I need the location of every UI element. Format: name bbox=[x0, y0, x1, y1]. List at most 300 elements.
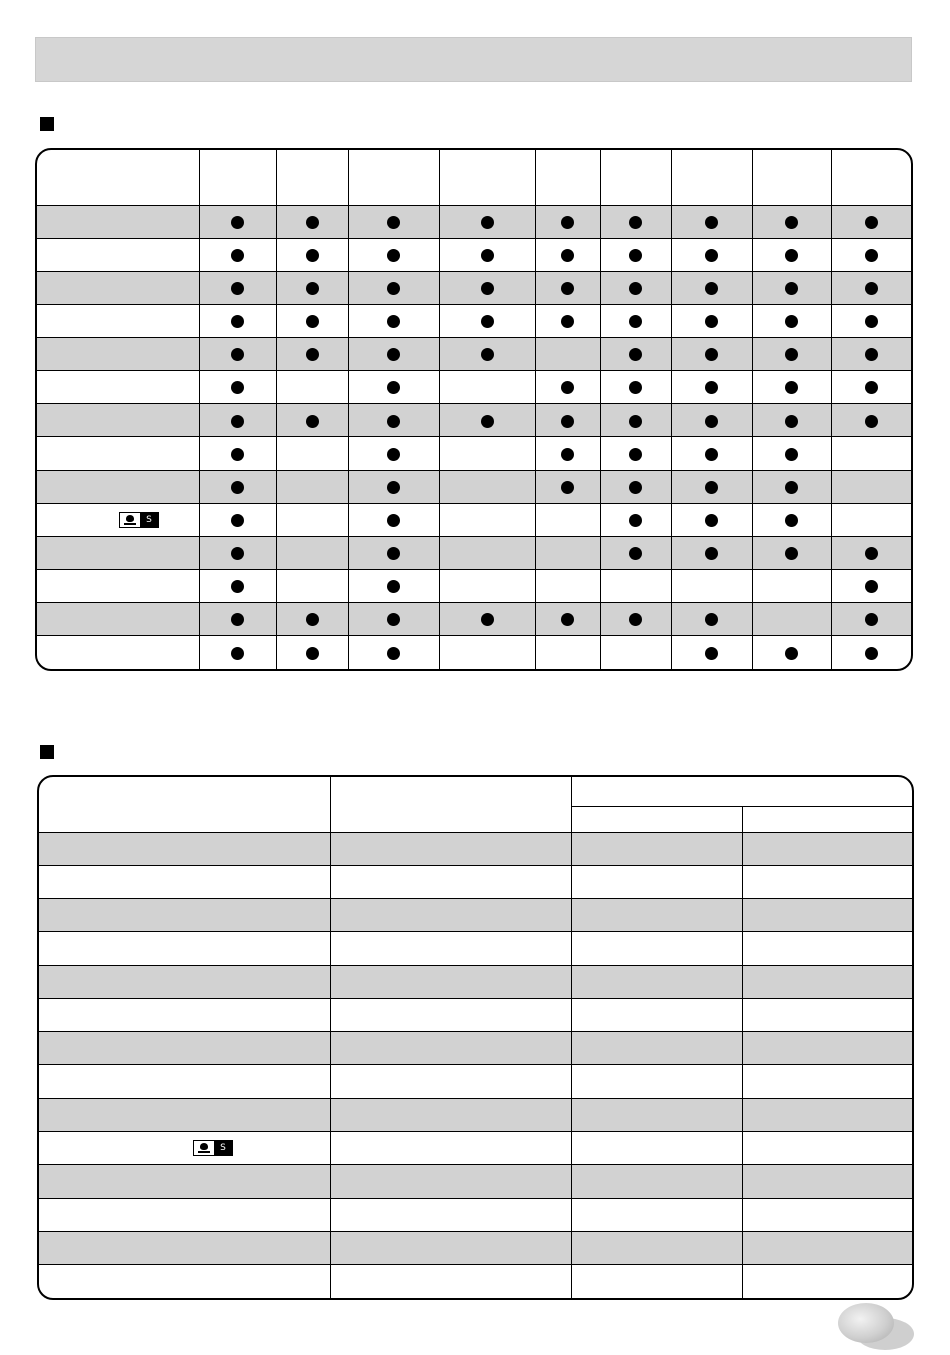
feature-cell bbox=[600, 238, 671, 271]
feature-cell bbox=[671, 238, 752, 271]
filled-dot-icon bbox=[865, 315, 878, 328]
filled-dot-icon bbox=[785, 448, 798, 461]
spec-cell bbox=[330, 832, 571, 865]
filled-dot-icon bbox=[231, 381, 244, 394]
filled-dot-icon bbox=[231, 481, 244, 494]
filled-dot-icon bbox=[231, 613, 244, 626]
feature-table-header-row bbox=[37, 150, 911, 205]
feature-cell bbox=[831, 304, 911, 337]
feature-cell bbox=[535, 636, 600, 669]
filled-dot-icon bbox=[306, 249, 319, 262]
feature-cell bbox=[348, 371, 439, 404]
feature-cell bbox=[831, 570, 911, 603]
spec-table-row bbox=[39, 865, 912, 898]
feature-cell bbox=[276, 304, 348, 337]
feature-cell bbox=[831, 205, 911, 238]
feature-cell bbox=[276, 404, 348, 437]
filled-dot-icon bbox=[387, 315, 400, 328]
feature-cell bbox=[199, 437, 276, 470]
feature-cell bbox=[348, 536, 439, 569]
feature-cell bbox=[671, 570, 752, 603]
feature-row-label bbox=[37, 503, 199, 536]
feature-cell bbox=[199, 570, 276, 603]
feature-cell bbox=[535, 470, 600, 503]
spec-cell bbox=[742, 1065, 912, 1098]
filled-dot-icon bbox=[231, 647, 244, 660]
spec-row-label bbox=[39, 965, 330, 998]
spec-table-row bbox=[39, 932, 912, 965]
filled-dot-icon bbox=[865, 580, 878, 593]
filled-dot-icon bbox=[629, 315, 642, 328]
feature-cell bbox=[671, 404, 752, 437]
filled-dot-icon bbox=[705, 249, 718, 262]
spec-subheader-col bbox=[571, 806, 742, 832]
spec-cell bbox=[571, 1231, 742, 1264]
feature-row-label bbox=[37, 304, 199, 337]
spec-cell bbox=[330, 1165, 571, 1198]
filled-dot-icon bbox=[629, 514, 642, 527]
filled-dot-icon bbox=[785, 547, 798, 560]
filled-dot-icon bbox=[387, 348, 400, 361]
filled-dot-icon bbox=[481, 249, 494, 262]
feature-cell bbox=[600, 205, 671, 238]
feature-cell bbox=[439, 404, 535, 437]
feature-table-row bbox=[37, 503, 911, 536]
spec-cell bbox=[330, 1132, 571, 1165]
filled-dot-icon bbox=[785, 647, 798, 660]
filled-dot-icon bbox=[865, 282, 878, 295]
feature-cell bbox=[831, 603, 911, 636]
filled-dot-icon bbox=[705, 448, 718, 461]
feature-table-row bbox=[37, 603, 911, 636]
feature-cell bbox=[348, 503, 439, 536]
feature-row-label bbox=[37, 470, 199, 503]
filled-dot-icon bbox=[629, 348, 642, 361]
page-number-badge bbox=[838, 1303, 894, 1343]
feature-cell bbox=[671, 503, 752, 536]
feature-cell bbox=[535, 238, 600, 271]
feature-row-label bbox=[37, 205, 199, 238]
feature-cell bbox=[199, 205, 276, 238]
spec-table-row bbox=[39, 965, 912, 998]
filled-dot-icon bbox=[561, 448, 574, 461]
feature-cell bbox=[348, 271, 439, 304]
filled-dot-icon bbox=[785, 348, 798, 361]
section-marker-2 bbox=[40, 745, 54, 759]
feature-cell bbox=[535, 437, 600, 470]
feature-cell bbox=[831, 437, 911, 470]
spec-table-header-row bbox=[39, 777, 912, 806]
feature-cell bbox=[439, 636, 535, 669]
filled-dot-icon bbox=[865, 249, 878, 262]
filled-dot-icon bbox=[387, 381, 400, 394]
spec-subheader-col bbox=[742, 806, 912, 832]
feature-cell bbox=[199, 536, 276, 569]
feature-row-label bbox=[37, 238, 199, 271]
feature-table-row bbox=[37, 536, 911, 569]
filled-dot-icon bbox=[705, 381, 718, 394]
feature-cell bbox=[831, 470, 911, 503]
filled-dot-icon bbox=[785, 514, 798, 527]
spec-cell bbox=[330, 998, 571, 1031]
feature-cell bbox=[348, 603, 439, 636]
feature-cell bbox=[199, 271, 276, 304]
page-header-bar bbox=[35, 37, 912, 82]
spec-cell bbox=[571, 832, 742, 865]
filled-dot-icon bbox=[387, 613, 400, 626]
spec-table-row bbox=[39, 1065, 912, 1098]
feature-cell bbox=[752, 205, 831, 238]
feature-cell bbox=[752, 238, 831, 271]
feature-cell bbox=[831, 338, 911, 371]
feature-header-col bbox=[671, 150, 752, 205]
spec-cell bbox=[742, 899, 912, 932]
feature-cell bbox=[439, 603, 535, 636]
filled-dot-icon bbox=[561, 613, 574, 626]
feature-cell bbox=[535, 271, 600, 304]
filled-dot-icon bbox=[629, 381, 642, 394]
feature-cell bbox=[199, 404, 276, 437]
feature-row-label bbox=[37, 271, 199, 304]
spec-cell bbox=[742, 865, 912, 898]
spec-row-label bbox=[39, 1198, 330, 1231]
spec-table-row bbox=[39, 1265, 912, 1298]
feature-row-label bbox=[37, 536, 199, 569]
spec-table-row bbox=[39, 1165, 912, 1198]
feature-cell bbox=[600, 503, 671, 536]
feature-cell bbox=[199, 338, 276, 371]
spec-cell bbox=[571, 1265, 742, 1298]
feature-table-row bbox=[37, 437, 911, 470]
filled-dot-icon bbox=[306, 647, 319, 660]
feature-cell bbox=[831, 271, 911, 304]
spec-cell bbox=[571, 1132, 742, 1165]
feature-cell bbox=[600, 470, 671, 503]
filled-dot-icon bbox=[705, 647, 718, 660]
feature-cell bbox=[752, 536, 831, 569]
spec-table-row bbox=[39, 1132, 912, 1165]
filled-dot-icon bbox=[306, 415, 319, 428]
filled-dot-icon bbox=[481, 613, 494, 626]
certification-logo-icon: S bbox=[193, 1140, 233, 1156]
filled-dot-icon bbox=[865, 381, 878, 394]
spec-cell bbox=[571, 1165, 742, 1198]
spec-cell bbox=[330, 1265, 571, 1298]
feature-cell bbox=[348, 338, 439, 371]
spec-row-label bbox=[39, 1265, 330, 1298]
spec-cell bbox=[330, 965, 571, 998]
spec-row-label bbox=[39, 1065, 330, 1098]
feature-cell bbox=[671, 536, 752, 569]
feature-cell bbox=[348, 570, 439, 603]
feature-cell bbox=[831, 404, 911, 437]
filled-dot-icon bbox=[231, 514, 244, 527]
feature-table-row bbox=[37, 205, 911, 238]
feature-table-row bbox=[37, 338, 911, 371]
feature-cell bbox=[276, 570, 348, 603]
spec-cell bbox=[571, 1032, 742, 1065]
filled-dot-icon bbox=[865, 547, 878, 560]
feature-table bbox=[35, 148, 913, 671]
feature-cell bbox=[199, 238, 276, 271]
feature-cell bbox=[831, 636, 911, 669]
filled-dot-icon bbox=[481, 315, 494, 328]
feature-table-row bbox=[37, 570, 911, 603]
spec-cell bbox=[742, 1265, 912, 1298]
feature-cell bbox=[752, 503, 831, 536]
spec-row-label bbox=[39, 832, 330, 865]
feature-row-label bbox=[37, 404, 199, 437]
spec-header-value bbox=[330, 777, 571, 832]
spec-table-row bbox=[39, 1198, 912, 1231]
feature-cell bbox=[752, 371, 831, 404]
feature-cell bbox=[752, 404, 831, 437]
filled-dot-icon bbox=[561, 249, 574, 262]
feature-table-row bbox=[37, 371, 911, 404]
spec-cell bbox=[330, 1198, 571, 1231]
feature-cell bbox=[535, 603, 600, 636]
filled-dot-icon bbox=[231, 216, 244, 229]
feature-cell bbox=[671, 603, 752, 636]
feature-cell bbox=[535, 205, 600, 238]
feature-cell bbox=[831, 371, 911, 404]
filled-dot-icon bbox=[387, 481, 400, 494]
spec-table bbox=[37, 775, 914, 1300]
spec-cell bbox=[330, 1231, 571, 1264]
feature-cell bbox=[600, 304, 671, 337]
spec-table-row bbox=[39, 1231, 912, 1264]
filled-dot-icon bbox=[387, 282, 400, 295]
feature-cell bbox=[535, 536, 600, 569]
feature-cell bbox=[439, 371, 535, 404]
feature-cell bbox=[831, 536, 911, 569]
feature-cell bbox=[199, 470, 276, 503]
filled-dot-icon bbox=[561, 216, 574, 229]
feature-cell bbox=[671, 304, 752, 337]
feature-cell bbox=[276, 470, 348, 503]
section-marker-1 bbox=[40, 117, 54, 131]
spec-cell bbox=[330, 1065, 571, 1098]
feature-cell bbox=[439, 271, 535, 304]
filled-dot-icon bbox=[629, 448, 642, 461]
feature-header-col bbox=[831, 150, 911, 205]
feature-table-row bbox=[37, 636, 911, 669]
filled-dot-icon bbox=[705, 315, 718, 328]
filled-dot-icon bbox=[231, 315, 244, 328]
spec-cell bbox=[330, 932, 571, 965]
spec-table-row bbox=[39, 1032, 912, 1065]
feature-row-label bbox=[37, 570, 199, 603]
spec-header-group bbox=[571, 777, 912, 806]
spec-cell bbox=[742, 1165, 912, 1198]
feature-header-col bbox=[439, 150, 535, 205]
filled-dot-icon bbox=[865, 216, 878, 229]
feature-cell bbox=[439, 338, 535, 371]
feature-header-col bbox=[199, 150, 276, 205]
feature-cell bbox=[831, 238, 911, 271]
feature-cell bbox=[439, 238, 535, 271]
feature-cell bbox=[276, 271, 348, 304]
feature-cell bbox=[752, 271, 831, 304]
feature-cell bbox=[439, 205, 535, 238]
filled-dot-icon bbox=[705, 216, 718, 229]
feature-cell bbox=[671, 271, 752, 304]
feature-cell bbox=[535, 404, 600, 437]
spec-cell bbox=[742, 1198, 912, 1231]
feature-cell bbox=[600, 636, 671, 669]
spec-cell bbox=[742, 932, 912, 965]
filled-dot-icon bbox=[785, 282, 798, 295]
feature-cell bbox=[752, 470, 831, 503]
filled-dot-icon bbox=[231, 448, 244, 461]
feature-cell bbox=[671, 470, 752, 503]
feature-cell bbox=[535, 304, 600, 337]
spec-cell bbox=[571, 899, 742, 932]
feature-table-row bbox=[37, 238, 911, 271]
feature-cell bbox=[276, 338, 348, 371]
feature-cell bbox=[276, 437, 348, 470]
feature-cell bbox=[199, 371, 276, 404]
filled-dot-icon bbox=[705, 481, 718, 494]
filled-dot-icon bbox=[561, 415, 574, 428]
filled-dot-icon bbox=[629, 481, 642, 494]
feature-header-col bbox=[752, 150, 831, 205]
filled-dot-icon bbox=[629, 415, 642, 428]
filled-dot-icon bbox=[561, 481, 574, 494]
filled-dot-icon bbox=[785, 481, 798, 494]
filled-dot-icon bbox=[387, 580, 400, 593]
feature-header-label bbox=[37, 150, 199, 205]
feature-cell bbox=[348, 304, 439, 337]
filled-dot-icon bbox=[306, 216, 319, 229]
feature-cell bbox=[199, 503, 276, 536]
feature-cell bbox=[752, 437, 831, 470]
spec-table-row bbox=[39, 832, 912, 865]
filled-dot-icon bbox=[231, 415, 244, 428]
spec-cell bbox=[571, 998, 742, 1031]
feature-cell bbox=[439, 470, 535, 503]
feature-cell bbox=[276, 603, 348, 636]
filled-dot-icon bbox=[306, 282, 319, 295]
filled-dot-icon bbox=[231, 249, 244, 262]
spec-row-label bbox=[39, 1032, 330, 1065]
spec-cell bbox=[330, 899, 571, 932]
spec-table-row bbox=[39, 1098, 912, 1131]
spec-cell bbox=[742, 1032, 912, 1065]
spec-cell bbox=[742, 1132, 912, 1165]
filled-dot-icon bbox=[481, 348, 494, 361]
feature-cell bbox=[600, 437, 671, 470]
spec-row-label bbox=[39, 998, 330, 1031]
feature-header-col bbox=[348, 150, 439, 205]
feature-cell bbox=[535, 570, 600, 603]
filled-dot-icon bbox=[629, 613, 642, 626]
feature-cell bbox=[348, 437, 439, 470]
feature-cell bbox=[276, 371, 348, 404]
filled-dot-icon bbox=[705, 613, 718, 626]
filled-dot-icon bbox=[481, 216, 494, 229]
feature-cell bbox=[439, 503, 535, 536]
feature-cell bbox=[752, 636, 831, 669]
filled-dot-icon bbox=[387, 216, 400, 229]
feature-cell bbox=[199, 603, 276, 636]
feature-cell bbox=[535, 371, 600, 404]
filled-dot-icon bbox=[865, 415, 878, 428]
filled-dot-icon bbox=[629, 282, 642, 295]
filled-dot-icon bbox=[629, 249, 642, 262]
filled-dot-icon bbox=[231, 348, 244, 361]
spec-cell bbox=[571, 965, 742, 998]
feature-cell bbox=[276, 636, 348, 669]
spec-row-label bbox=[39, 1231, 330, 1264]
spec-header-item bbox=[39, 777, 330, 832]
spec-cell bbox=[742, 1098, 912, 1131]
feature-cell bbox=[671, 205, 752, 238]
spec-cell bbox=[742, 998, 912, 1031]
filled-dot-icon bbox=[481, 282, 494, 295]
filled-dot-icon bbox=[785, 415, 798, 428]
feature-table-row bbox=[37, 304, 911, 337]
spec-cell bbox=[742, 832, 912, 865]
feature-cell bbox=[600, 371, 671, 404]
spec-cell bbox=[571, 932, 742, 965]
feature-cell bbox=[600, 570, 671, 603]
feature-cell bbox=[276, 238, 348, 271]
feature-row-label bbox=[37, 338, 199, 371]
filled-dot-icon bbox=[629, 547, 642, 560]
spec-cell bbox=[742, 965, 912, 998]
feature-cell bbox=[276, 503, 348, 536]
filled-dot-icon bbox=[865, 613, 878, 626]
feature-cell bbox=[671, 437, 752, 470]
filled-dot-icon bbox=[231, 282, 244, 295]
feature-cell bbox=[671, 338, 752, 371]
filled-dot-icon bbox=[865, 348, 878, 361]
feature-row-label bbox=[37, 603, 199, 636]
feature-table-row bbox=[37, 404, 911, 437]
feature-cell bbox=[348, 404, 439, 437]
spec-cell bbox=[571, 865, 742, 898]
filled-dot-icon bbox=[231, 580, 244, 593]
spec-table-row bbox=[39, 998, 912, 1031]
feature-header-col bbox=[535, 150, 600, 205]
feature-cell bbox=[276, 205, 348, 238]
spec-table-row bbox=[39, 899, 912, 932]
spec-cell bbox=[571, 1065, 742, 1098]
feature-cell bbox=[348, 205, 439, 238]
spec-cell bbox=[330, 1098, 571, 1131]
feature-cell bbox=[752, 338, 831, 371]
feature-table-row bbox=[37, 271, 911, 304]
feature-cell bbox=[600, 536, 671, 569]
filled-dot-icon bbox=[387, 514, 400, 527]
filled-dot-icon bbox=[387, 547, 400, 560]
filled-dot-icon bbox=[705, 547, 718, 560]
filled-dot-icon bbox=[387, 647, 400, 660]
filled-dot-icon bbox=[561, 282, 574, 295]
filled-dot-icon bbox=[387, 415, 400, 428]
feature-table-row bbox=[37, 470, 911, 503]
filled-dot-icon bbox=[387, 249, 400, 262]
filled-dot-icon bbox=[306, 613, 319, 626]
feature-cell bbox=[199, 304, 276, 337]
spec-cell bbox=[742, 1231, 912, 1264]
feature-cell bbox=[831, 503, 911, 536]
spec-cell bbox=[330, 1032, 571, 1065]
feature-cell bbox=[600, 338, 671, 371]
spec-row-label bbox=[39, 899, 330, 932]
spec-cell bbox=[330, 865, 571, 898]
